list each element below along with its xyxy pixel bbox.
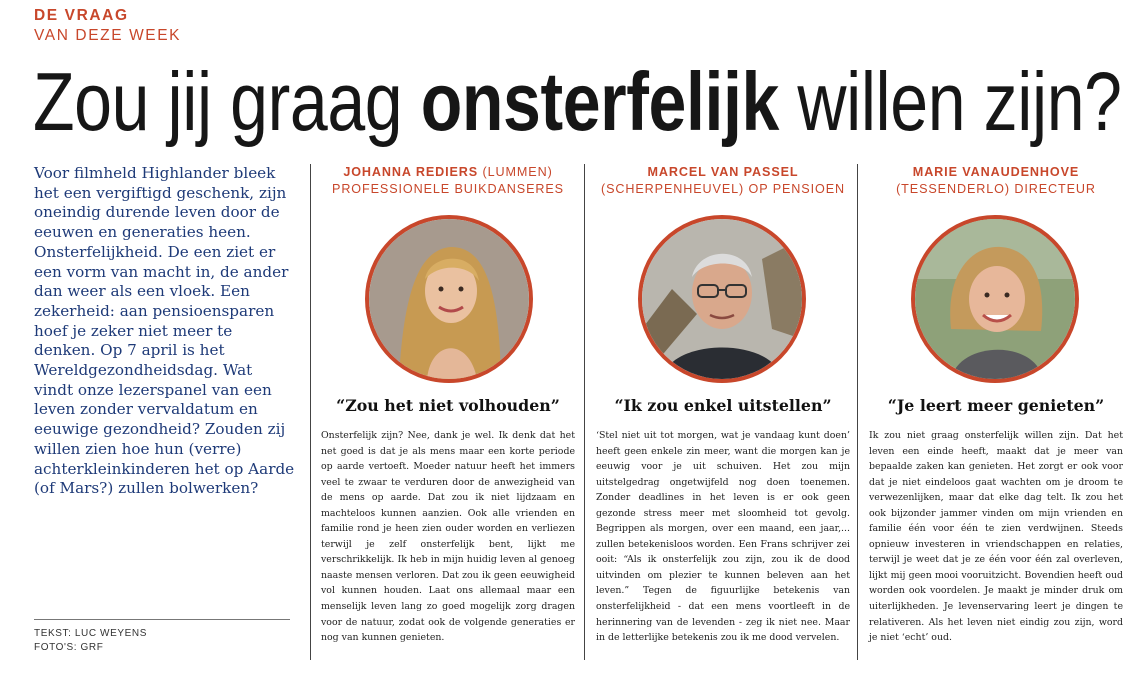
panelist-name-line xyxy=(869,164,1123,181)
section-kicker xyxy=(34,6,181,46)
panelist-name-line xyxy=(321,164,575,181)
portrait-photo xyxy=(365,215,533,383)
panelist-role: (SCHERPENHEUVEL) OP PENSIOEN xyxy=(600,182,845,196)
panelist-quote: “Ik zou enkel uitstellen” xyxy=(614,396,832,415)
text-credit: TEKST: LUC WEYENS xyxy=(34,628,147,639)
headline xyxy=(33,54,1122,150)
panelist-name: MARCEL VAN PASSEL xyxy=(647,165,799,179)
column-divider-3 xyxy=(857,164,858,660)
kicker-line-1: DE VRAAG xyxy=(34,7,129,24)
portrait-image xyxy=(642,219,802,379)
panelist-name-line xyxy=(596,164,850,181)
headline-part-1: Zou jij graag xyxy=(33,55,421,148)
panelist-column-3 xyxy=(869,164,1123,644)
panelist-answer: Onsterfelijk zijn? Nee, dank je wel. Ik denk dat het net goed is dat je als mens maar een korte periode op aarde vertoeft. Moeder natuur heeft het immers veel te zwaar te verduren door de anwezigheid van de mens op aarde. Dat zou ik niet lijdzaam en machteloos kunnen aanzien. Ook alle vrienden en familie rond je heen zien ouder worden en verliezen terwijl je zelf onsterfelijk bent, lijkt me verschrikkelijk. Ik heb in mijn huidig leven al genoeg naaste mensen verloren. Dat zou ik geen eeuwigheid vol kunnen houden. Laat ons allemaal maar een menselijk leven lang zo goed mogelijk zorg dragen voor de natuur, zodat ook de volgende generaties er nog van kunnen genieten. xyxy=(321,430,575,644)
headline-part-3: willen zijn? xyxy=(778,55,1122,148)
credits xyxy=(34,627,147,655)
panelist-role: (TESSENDERLO) DIRECTEUR xyxy=(896,182,1096,196)
panelist-name: JOHANNA REDIERS xyxy=(343,165,479,179)
panelist-quote: “Zou het niet volhouden” xyxy=(336,396,560,415)
column-divider-1 xyxy=(310,164,311,660)
panelist-place: (LUMMEN) xyxy=(478,165,553,179)
portrait-image xyxy=(369,219,529,379)
portrait-image xyxy=(915,219,1075,379)
column-divider-2 xyxy=(584,164,585,660)
panelist-quote: “Je leert meer genieten” xyxy=(887,396,1105,415)
panelist-name: MARIE VANAUDENHOVE xyxy=(912,165,1080,179)
kicker-line-2: VAN DEZE WEEK xyxy=(34,27,182,44)
portrait-photo xyxy=(638,215,806,383)
intro-paragraph: Voor filmheld Highlander bleek het een vergiftigd geschenk, zijn oneindig durende leven door de eeuwen en generaties heen. Onsterfelijkheid. De een ziet er een vorm van macht in, de ander dan weer als een vloek. Een zekerheid: aan pensioensparen hoef je zeker niet meer te denken. Op 7 april is het Wereldgezondheidsdag. Wat vindt onze lezerspanel van een leven zonder vervaldatum en eeuwige gezondheid? Zouden zij willen zien hoe hun (verre) achterkleinkinderen het op Aarde (of Mars?) zullen bolwerken? xyxy=(34,164,295,498)
credit-divider xyxy=(34,619,290,620)
panelist-column-1 xyxy=(321,164,575,644)
headline-emphasis: onsterfelijk xyxy=(420,55,779,148)
panelist-answer: Ik zou niet graag onsterfelijk willen zijn. Dat het leven een einde heeft, maakt dat je meer van bepaalde zaken kan genieten. Het zorgt er ook voor dat je niet eindeloos gaat wachten om je droom te verwezenlijken, maar dat elke dag telt. Ik zou het ook bijzonder jammer vinden om mijn vrienden en familie één voor één te zien verdwijnen. Steeds opnieuw investeren in vriendschappen en relaties, terwijl je weet dat je ze één voor één zal overleven, lijkt mij geen mooi vooruitzicht. Bovendien heeft oud worden ook voordelen. Je maakt je minder druk om uiterlijkheden. Je levenservaring leert je dingen te relativeren. Als het leven niet eindig zou zijn, word je niet ‘echt’ oud. xyxy=(869,430,1123,644)
portrait-photo xyxy=(911,215,1079,383)
photo-credit: FOTO'S: GRF xyxy=(34,642,104,653)
panelist-answer: ‘Stel niet uit tot morgen, wat je vandaag kunt doen’ heeft geen enkele zin meer, want die morgen kan je eeuwig voor je uit schuiven. Het zou mijn uitstelgedrag ongetwijfeld nog doen toenemen. Zonder deadlines in het leven is er ook geen gezonde stress meer met sloomheid tot gevolg. Begrippen als morgen, over een maand, een jaar,... zullen betekenisloos worden. Een Frans schrijver zei ooit: “Als ik onsterfelijk zou zijn, zou ik de dood uitvinden om plezier te kunnen beleven aan het leven.” Tegen de figuurlijke betekenis van onsterfelijkheid - dat een mens voortleeft in de herinnering van de levenden - zeg ik niet nee. Maar in de letterlijke betekenis zou ik me dood vervelen. xyxy=(596,430,850,644)
panelist-role: PROFESSIONELE BUIKDANSERES xyxy=(332,182,564,196)
panelist-column-2 xyxy=(596,164,850,644)
